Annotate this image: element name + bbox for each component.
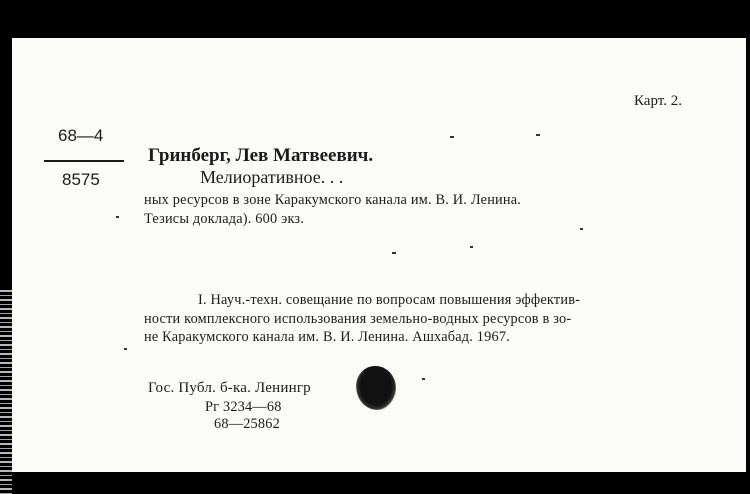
shelfmark-divider (44, 160, 124, 162)
speck (470, 246, 473, 248)
speck (536, 134, 540, 136)
speck (422, 378, 425, 380)
ink-stamp-blot (356, 366, 396, 410)
registration-number-2: 68—25862 (214, 416, 280, 432)
subject-line-1: I. Науч.-техн. совещание по вопросам повышения эффектив- (198, 292, 581, 308)
shelfmark-top: 68—4 (58, 126, 104, 145)
registration-number-1: Рг 3234—68 (205, 399, 282, 415)
library-line: Гос. Публ. б-ка. Ленингр (148, 380, 311, 396)
scanner-edge-artifact (0, 290, 12, 494)
shelfmark-bottom: 8575 (62, 170, 100, 189)
author-heading: Гринберг, Лев Матвеевич. (148, 145, 374, 166)
speck (116, 216, 119, 218)
speck (450, 136, 454, 138)
card-number: Карт. 2. (634, 93, 682, 109)
body-text-line-2: Тезисы доклада). 600 экз. (144, 211, 305, 227)
speck (392, 252, 396, 254)
speck (124, 348, 127, 350)
subject-line-3: не Каракумского канала им. В. И. Ленина. Ашхабад. 1967. (144, 329, 510, 345)
body-text-line-1: ных ресурсов в зоне Каракумского канала им. В. И. Ленина. (144, 192, 522, 208)
subject-line-2: ности комплексного использования земельно-водных ресурсов в зо- (144, 311, 572, 327)
title-heading: Мелиоративное. . . (200, 167, 344, 187)
speck (580, 228, 583, 230)
